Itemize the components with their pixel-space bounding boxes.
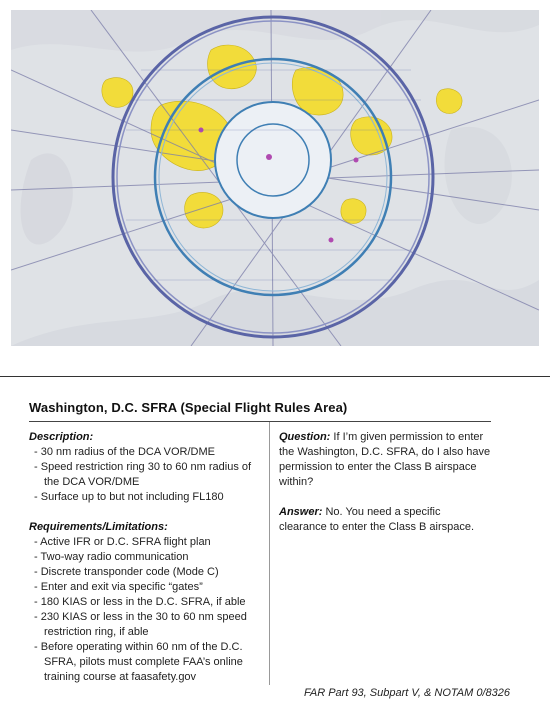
list-item: - Two-way radio communication (34, 550, 269, 565)
list-item: - 30 nm radius of the DCA VOR/DME (34, 445, 269, 460)
requirements-list (29, 535, 269, 685)
question-label: Question: (279, 431, 331, 443)
sfra-info-card (29, 400, 491, 685)
description-heading: Description: (29, 431, 94, 443)
card-columns (29, 422, 491, 685)
answer-text: No. You need a specific clearance to enter the Class B airspace. (279, 506, 475, 533)
list-item: - Enter and exit via specific “gates” (34, 580, 269, 595)
description-list (29, 445, 269, 505)
answer-label: Answer: (279, 506, 323, 518)
requirements-heading: Requirements/Limitations: (29, 521, 168, 533)
list-item: - 230 KIAS or less in the 30 to 60 nm speed restriction ring, if able (34, 610, 269, 640)
list-item: - 180 KIAS or less in the D.C. SFRA, if able (34, 595, 269, 610)
sfra-map-graphic (11, 10, 539, 346)
answer-block (279, 505, 491, 535)
list-item: - Speed restriction ring 30 to 60 nm radius of the DCA VOR/DME (34, 460, 269, 490)
list-item: - Discrete transponder code (Mode C) (34, 565, 269, 580)
question-text: If I’m given permission to enter the Washington, D.C. SFRA, do I also have permission to enter the Class B airspace within? (279, 431, 491, 488)
class-b-airspace (215, 102, 331, 218)
regulation-reference: FAR Part 93, Subpart V, & NOTAM 0/8326 (303, 687, 510, 699)
section-divider (0, 376, 550, 377)
sectional-chart-map (11, 10, 539, 346)
right-column (270, 422, 491, 685)
list-item: - Surface up to but not including FL180 (34, 490, 269, 505)
left-column (29, 422, 270, 685)
card-title: Washington, D.C. SFRA (Special Flight Rules Area) (29, 400, 491, 422)
question-block (279, 430, 491, 490)
list-item: - Active IFR or D.C. SFRA flight plan (34, 535, 269, 550)
list-item: - Before operating within 60 nm of the D.C. SFRA, pilots must complete FAA’s online training course at faasafety.gov (34, 640, 269, 685)
